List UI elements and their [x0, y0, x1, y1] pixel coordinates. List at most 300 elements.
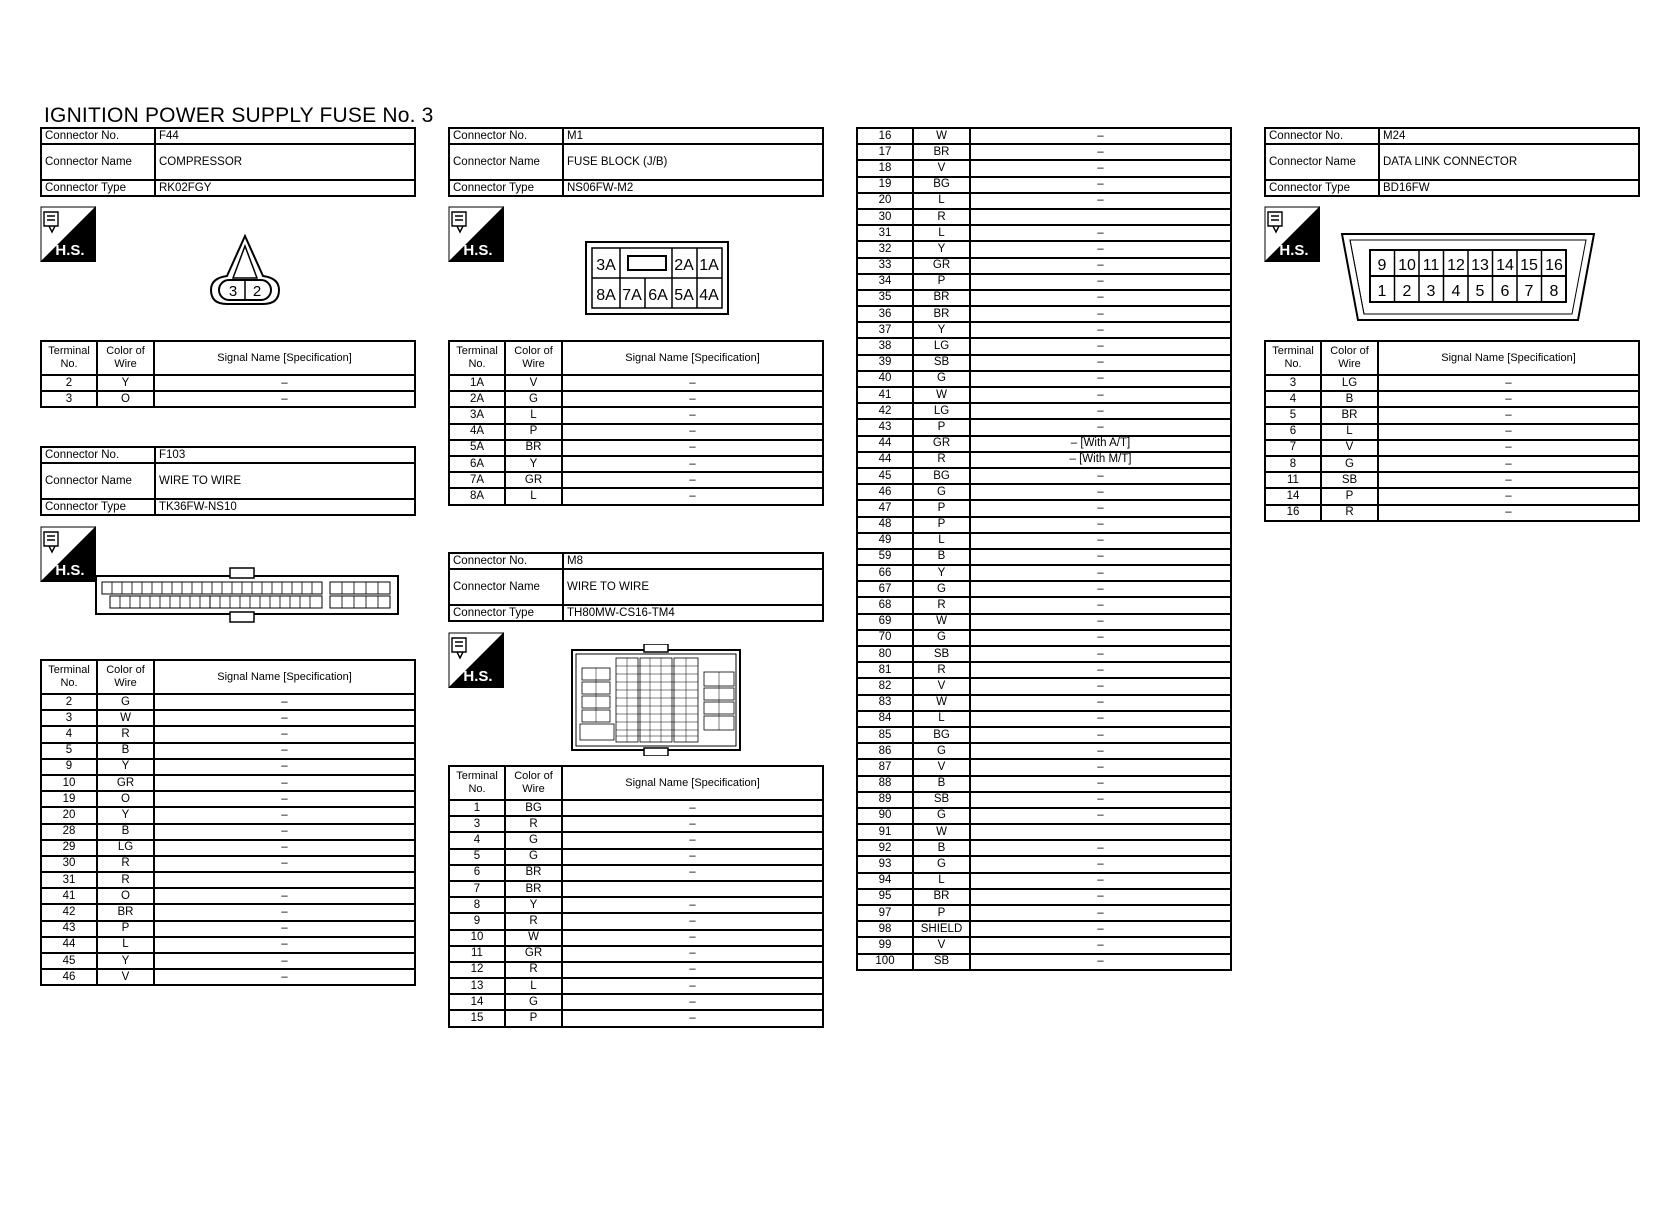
wire-color: R [1321, 505, 1378, 521]
terminal-no: 44 [857, 452, 913, 468]
connector-face-m8 [570, 644, 742, 756]
terminal-no: 3 [449, 816, 505, 832]
signal-name: – [1378, 505, 1639, 521]
terminal-no: 67 [857, 581, 913, 597]
table-row [449, 913, 823, 929]
wire-color: SB [913, 355, 970, 371]
table-row [1265, 505, 1639, 521]
table-row [857, 225, 1231, 241]
wire-color: R [913, 662, 970, 678]
terminal-table-f103 [40, 659, 416, 986]
table-row [449, 962, 823, 978]
signal-name: – [970, 727, 1231, 743]
wire-color: BG [913, 727, 970, 743]
signal-name: – [With M/T] [970, 452, 1231, 468]
signal-name: – [970, 840, 1231, 856]
terminal-no: 41 [857, 387, 913, 403]
table-row [1265, 424, 1639, 440]
header-label: Connector Type [449, 180, 563, 196]
signal-name: – [562, 456, 823, 472]
signal-name: – [154, 921, 415, 937]
terminal-no: 4 [449, 832, 505, 848]
wire-color: L [913, 711, 970, 727]
wire-color: V [913, 759, 970, 775]
terminal-header: Terminal No. [449, 766, 505, 800]
wire-color: V [1321, 440, 1378, 456]
wire-color: Y [97, 953, 154, 969]
wire-color: G [505, 849, 562, 865]
terminal-no: 2 [41, 375, 97, 391]
table-row [449, 946, 823, 962]
terminal-no: 30 [41, 856, 97, 872]
signal-name: – [154, 840, 415, 856]
terminal-no: 49 [857, 533, 913, 549]
terminal-no: 46 [857, 484, 913, 500]
terminal-no: 37 [857, 322, 913, 338]
table-row [41, 937, 415, 953]
pin-label: 6 [1500, 283, 1510, 300]
table-row [41, 743, 415, 759]
table-row [41, 391, 415, 407]
table-row [41, 375, 415, 391]
signal-name: – [154, 375, 415, 391]
table-row [857, 468, 1231, 484]
header-label: Connector Name [41, 144, 155, 180]
signal-name: – [970, 144, 1231, 160]
wire-color: BG [913, 468, 970, 484]
wire-color: G [913, 630, 970, 646]
signal-name: – [970, 614, 1231, 630]
pin-label: 7A [622, 287, 642, 304]
signal-name: – [970, 290, 1231, 306]
terminal-no: 44 [41, 937, 97, 953]
table-row [857, 209, 1231, 225]
table-header-row [449, 766, 823, 800]
signal-name: – [562, 962, 823, 978]
signal-name: – [1378, 472, 1639, 488]
wire-color: G [913, 808, 970, 824]
wire-color: W [913, 128, 970, 144]
signal-name: – [970, 905, 1231, 921]
table-row [857, 500, 1231, 516]
wire-color: R [913, 452, 970, 468]
signal-name: – [562, 865, 823, 881]
table-row [1265, 440, 1639, 456]
signal-name: – [562, 424, 823, 440]
wire-color: Y [97, 375, 154, 391]
table-row [449, 849, 823, 865]
terminal-no: 16 [857, 128, 913, 144]
table-header-row [41, 660, 415, 694]
terminal-no: 48 [857, 517, 913, 533]
signal-name: – [562, 978, 823, 994]
table-row [857, 776, 1231, 792]
wire-color: R [913, 597, 970, 613]
signal-name: – [562, 488, 823, 504]
terminal-no: 7A [449, 472, 505, 488]
signal-name: – [562, 913, 823, 929]
terminal-no: 43 [857, 419, 913, 435]
table-row [449, 816, 823, 832]
table-row [41, 953, 415, 969]
terminal-no: 2A [449, 391, 505, 407]
table-row [449, 407, 823, 423]
terminal-table-m1 [448, 340, 824, 506]
signal-name: – [562, 994, 823, 1010]
wire-color: Y [505, 456, 562, 472]
terminal-header: Terminal No. [41, 660, 97, 694]
signal-header: Signal Name [Specification] [562, 766, 823, 800]
wire-color: SB [913, 646, 970, 662]
wire-color: B [913, 549, 970, 565]
table-row [857, 630, 1231, 646]
table-row [449, 994, 823, 1010]
terminal-no: 85 [857, 727, 913, 743]
signal-name: – [154, 888, 415, 904]
wire-color: R [97, 726, 154, 742]
pin-label: 7 [1524, 283, 1534, 300]
wire-color: Y [913, 241, 970, 257]
table-row [857, 306, 1231, 322]
signal-name [970, 209, 1231, 225]
table-row [857, 856, 1231, 872]
terminal-no: 38 [857, 338, 913, 354]
signal-name: – [562, 832, 823, 848]
pin-label: 1 [1377, 283, 1387, 300]
table-row [857, 403, 1231, 419]
terminal-no: 10 [449, 930, 505, 946]
wire-color: L [97, 937, 154, 953]
connector-name: WIRE TO WIRE [155, 463, 415, 499]
pin-label: 2 [1402, 283, 1412, 300]
wire-color: P [97, 921, 154, 937]
terminal-no: 45 [857, 468, 913, 484]
table-row [449, 897, 823, 913]
wire-color: BR [505, 440, 562, 456]
table-row [857, 193, 1231, 209]
terminal-no: 5A [449, 440, 505, 456]
connector-header-m1 [448, 127, 824, 197]
header-label: Connector No. [41, 447, 155, 463]
pin-label: 9 [1377, 257, 1387, 274]
signal-name: – [562, 407, 823, 423]
connector-type: TH80MW-CS16-TM4 [563, 605, 823, 621]
terminal-no: 45 [41, 953, 97, 969]
terminal-no: 90 [857, 808, 913, 824]
table-row [857, 436, 1231, 452]
terminal-no: 1A [449, 375, 505, 391]
table-row [857, 678, 1231, 694]
terminal-no: 40 [857, 371, 913, 387]
terminal-no: 11 [449, 946, 505, 962]
terminal-no: 3A [449, 407, 505, 423]
terminal-no: 9 [449, 913, 505, 929]
signal-name: – [562, 1010, 823, 1026]
signal-header: Signal Name [Specification] [562, 341, 823, 375]
wire-color: P [913, 274, 970, 290]
table-row [857, 419, 1231, 435]
terminal-no: 87 [857, 759, 913, 775]
wire-color: W [505, 930, 562, 946]
terminal-no: 47 [857, 500, 913, 516]
signal-name: – [970, 338, 1231, 354]
terminal-no: 31 [857, 225, 913, 241]
wire-color: BR [505, 881, 562, 897]
table-row [449, 1010, 823, 1026]
pin-label: 3 [1426, 283, 1436, 300]
terminal-no: 11 [1265, 472, 1321, 488]
terminal-no: 16 [1265, 505, 1321, 521]
table-row [41, 791, 415, 807]
wire-color: L [913, 225, 970, 241]
connector-type: NS06FW-M2 [563, 180, 823, 196]
table-row [857, 338, 1231, 354]
signal-name: – [970, 565, 1231, 581]
signal-name: – [154, 824, 415, 840]
signal-name: – [970, 355, 1231, 371]
table-row [857, 241, 1231, 257]
pin-label: 11 [1422, 257, 1440, 274]
signal-name: – [154, 726, 415, 742]
signal-name: – [970, 274, 1231, 290]
terminal-no: 8 [449, 897, 505, 913]
header-label: Connector Type [41, 499, 155, 515]
table-row [857, 160, 1231, 176]
signal-name: – [970, 630, 1231, 646]
wire-color: V [913, 160, 970, 176]
wire-color: G [1321, 456, 1378, 472]
terminal-no: 42 [857, 403, 913, 419]
terminal-no: 69 [857, 614, 913, 630]
terminal-table-m8-continued [856, 127, 1232, 971]
wire-color: SHIELD [913, 921, 970, 937]
table-row [857, 549, 1231, 565]
signal-name: – [154, 743, 415, 759]
terminal-no: 100 [857, 954, 913, 970]
terminal-table-m24 [1264, 340, 1640, 522]
table-header-row [41, 341, 415, 375]
wire-color: G [913, 856, 970, 872]
pin-label: 3A [596, 257, 616, 274]
wire-color: V [913, 937, 970, 953]
signal-name: – [970, 403, 1231, 419]
table-row [857, 792, 1231, 808]
signal-name: – [970, 517, 1231, 533]
wire-color: BG [505, 800, 562, 816]
wire-color: BR [913, 306, 970, 322]
wire-color: B [913, 776, 970, 792]
terminal-no: 15 [449, 1010, 505, 1026]
wire-color: Y [913, 565, 970, 581]
wire-color: G [505, 994, 562, 1010]
wire-color: G [505, 391, 562, 407]
wire-color: L [913, 193, 970, 209]
signal-name: – [562, 897, 823, 913]
signal-name: – [154, 807, 415, 823]
signal-name: – [970, 856, 1231, 872]
table-row [857, 824, 1231, 840]
hs-label: H.S. [463, 668, 493, 685]
signal-name: – [562, 816, 823, 832]
connector-face-f103 [94, 566, 400, 624]
connector-type: BD16FW [1379, 180, 1639, 196]
pin-label: 6A [648, 287, 668, 304]
wire-color: L [505, 488, 562, 504]
wire-color: G [505, 832, 562, 848]
wire-color: B [1321, 391, 1378, 407]
connector-no: M1 [563, 128, 823, 144]
terminal-no: 6A [449, 456, 505, 472]
signal-name [154, 872, 415, 888]
table-row [41, 807, 415, 823]
table-row [857, 371, 1231, 387]
terminal-no: 88 [857, 776, 913, 792]
terminal-no: 30 [857, 209, 913, 225]
table-row [857, 290, 1231, 306]
wire-color: G [913, 371, 970, 387]
pin-label: 16 [1545, 257, 1563, 274]
table-row [857, 484, 1231, 500]
table-row [41, 759, 415, 775]
table-row [449, 800, 823, 816]
terminal-no: 35 [857, 290, 913, 306]
terminal-no: 84 [857, 711, 913, 727]
terminal-no: 20 [41, 807, 97, 823]
signal-name: – [970, 662, 1231, 678]
table-row [41, 824, 415, 840]
terminal-no: 5 [449, 849, 505, 865]
terminal-no: 6 [449, 865, 505, 881]
wire-color: W [913, 614, 970, 630]
signal-name: – [562, 472, 823, 488]
wire-color: B [913, 840, 970, 856]
signal-name: – [970, 711, 1231, 727]
terminal-no: 28 [41, 824, 97, 840]
header-label: Connector Type [1265, 180, 1379, 196]
wire-color: BR [913, 144, 970, 160]
connector-name: DATA LINK CONNECTOR [1379, 144, 1639, 180]
wire-color: R [505, 816, 562, 832]
signal-name: – [1378, 375, 1639, 391]
color-header: Color of Wire [97, 341, 154, 375]
header-label: Connector No. [449, 553, 563, 569]
signal-name: – [970, 258, 1231, 274]
pin-label: 4A [699, 287, 719, 304]
signal-name: – [154, 953, 415, 969]
wire-color: Y [505, 897, 562, 913]
terminal-no: 5 [41, 743, 97, 759]
signal-name: – [970, 322, 1231, 338]
terminal-no: 20 [857, 193, 913, 209]
wire-color: V [913, 678, 970, 694]
wire-color: O [97, 791, 154, 807]
terminal-no: 3 [1265, 375, 1321, 391]
signal-name: – [970, 128, 1231, 144]
wire-color: BG [913, 177, 970, 193]
wire-color: LG [97, 840, 154, 856]
wire-color: V [505, 375, 562, 391]
signal-name: – [970, 533, 1231, 549]
terminal-no: 42 [41, 904, 97, 920]
table-row [857, 759, 1231, 775]
terminal-no: 14 [1265, 488, 1321, 504]
connector-no: M8 [563, 553, 823, 569]
signal-name: – [154, 937, 415, 953]
pin-label: 13 [1471, 257, 1489, 274]
header-label: Connector Name [449, 569, 563, 605]
signal-name: – [1378, 424, 1639, 440]
table-row [857, 565, 1231, 581]
wire-color: BR [913, 889, 970, 905]
terminal-no: 10 [41, 775, 97, 791]
signal-name: – [970, 371, 1231, 387]
connector-no: M24 [1379, 128, 1639, 144]
header-label: Connector Type [449, 605, 563, 621]
terminal-header: Terminal No. [1265, 341, 1321, 375]
wire-color: G [913, 484, 970, 500]
table-row [857, 727, 1231, 743]
table-row [1265, 472, 1639, 488]
signal-name: – [562, 946, 823, 962]
table-row [857, 808, 1231, 824]
connector-face-f44 [205, 232, 285, 310]
terminal-no: 80 [857, 646, 913, 662]
signal-name [970, 824, 1231, 840]
wire-color: LG [913, 338, 970, 354]
terminal-table-f44 [40, 340, 416, 408]
header-label: Connector Name [41, 463, 155, 499]
connector-header-m8 [448, 552, 824, 622]
wire-color: P [913, 517, 970, 533]
wire-color: GR [97, 775, 154, 791]
table-row [449, 930, 823, 946]
hs-label: H.S. [463, 242, 493, 259]
pin-label: 5 [1475, 283, 1485, 300]
table-row [41, 904, 415, 920]
table-row [857, 646, 1231, 662]
pin-label: 1A [699, 257, 719, 274]
signal-name: – [970, 419, 1231, 435]
table-row [857, 581, 1231, 597]
connector-header-m24 [1264, 127, 1640, 197]
table-row [41, 969, 415, 985]
signal-name: – [562, 440, 823, 456]
wire-color: O [97, 391, 154, 407]
terminal-no: 95 [857, 889, 913, 905]
signal-name: – [562, 849, 823, 865]
table-row [1265, 391, 1639, 407]
terminal-no: 98 [857, 921, 913, 937]
connector-name: COMPRESSOR [155, 144, 415, 180]
pin-label: 5A [674, 287, 694, 304]
wire-color: R [505, 962, 562, 978]
wire-color: W [913, 695, 970, 711]
signal-name: – [970, 468, 1231, 484]
table-row [857, 387, 1231, 403]
terminal-no: 94 [857, 873, 913, 889]
signal-name: – [970, 225, 1231, 241]
terminal-table-m8 [448, 765, 824, 1028]
pin-label: 4 [1451, 283, 1461, 300]
hs-badge-m24 [1264, 206, 1320, 262]
table-row [857, 517, 1231, 533]
table-row [449, 832, 823, 848]
terminal-no: 33 [857, 258, 913, 274]
signal-name: – [154, 969, 415, 985]
hs-badge-m1 [448, 206, 504, 262]
wire-color: G [913, 581, 970, 597]
signal-name: – [970, 241, 1231, 257]
